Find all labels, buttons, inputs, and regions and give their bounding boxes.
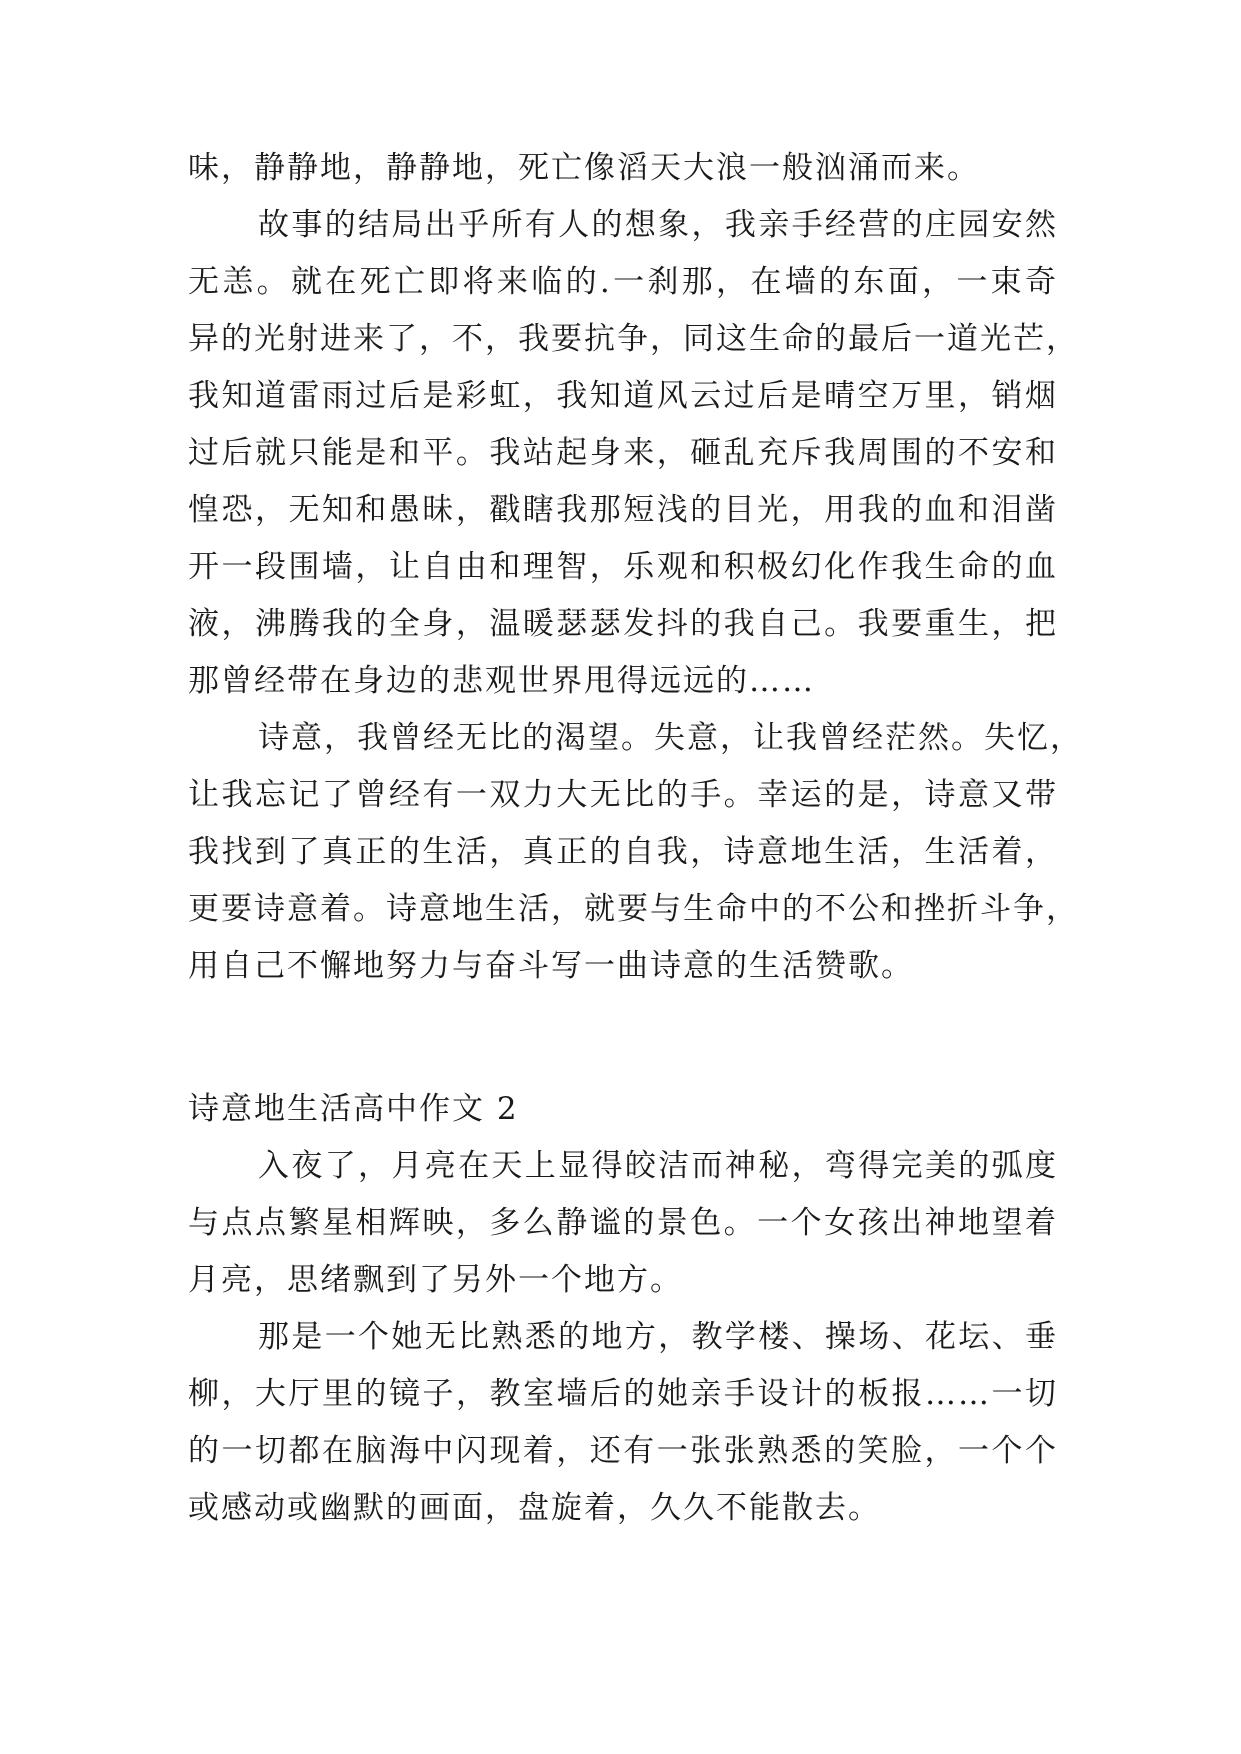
text-line: 那曾经带在身边的悲观世界甩得远远的……: [188, 663, 815, 699]
paragraph-first-line: 故事的结局出乎所有人的想象，我亲手经营的庄园安然: [258, 207, 1058, 243]
text-line: 与点点繁星相辉映，多么静谧的景色。一个女孩出神地望着: [188, 1205, 1058, 1241]
text-line: 无恙。就在死亡即将来临的.一刹那，在墙的东面，一束奇: [188, 264, 1058, 300]
text-line: 柳，大厅里的镜子，教室墙后的她亲手设计的板报……一切: [188, 1376, 1058, 1412]
text-line: 或感动或幽默的画面，盘旋着，久久不能散去。: [188, 1490, 881, 1526]
text-line: 用自己不懈地努力与奋斗写一曲诗意的生活赞歌。: [188, 948, 914, 984]
text-line: 月亮，思绪飘到了另外一个地方。: [188, 1262, 683, 1298]
paragraph-first-line: 入夜了，月亮在天上显得皎洁而神秘，弯得完美的弧度: [258, 1148, 1058, 1184]
text-line: 让我忘记了曾经有一双力大无比的手。幸运的是，诗意又带: [188, 777, 1058, 813]
text-line: 味，静静地，静静地，死亡像滔天大浪一般汹涌而来。: [188, 150, 980, 186]
text-line: 我找到了真正的生活，真正的自我，诗意地生活，生活着，: [188, 834, 1058, 870]
text-line: 的一切都在脑海中闪现着，还有一张张熟悉的笑脸，一个个: [188, 1433, 1058, 1469]
text-line: 开一段围墙，让自由和理智，乐观和积极幻化作我生命的血: [188, 549, 1058, 585]
text-line: 过后就只能是和平。我站起身来，砸乱充斥我周围的不安和: [188, 435, 1058, 471]
section-title: 诗意地生活高中作文 2: [188, 1091, 519, 1127]
text-line: 液，沸腾我的全身，温暖瑟瑟发抖的我自己。我要重生，把: [188, 606, 1058, 642]
text-line: 异的光射进来了，不，我要抗争，同这生命的最后一道光芒，: [188, 321, 1079, 357]
text-line: 更要诗意着。诗意地生活，就要与生命中的不公和挫折斗争，: [188, 891, 1079, 927]
paragraph-first-line: 诗意，我曾经无比的渴望。失意，让我曾经茫然。失忆，: [258, 720, 1083, 756]
text-line: 我知道雷雨过后是彩虹，我知道风云过后是晴空万里，销烟: [188, 378, 1058, 414]
text-line: 惶恐，无知和愚昧，戳瞎我那短浅的目光，用我的血和泪凿: [188, 492, 1058, 528]
paragraph-first-line: 那是一个她无比熟悉的地方，教学楼、操场、花坛、垂: [258, 1319, 1058, 1355]
